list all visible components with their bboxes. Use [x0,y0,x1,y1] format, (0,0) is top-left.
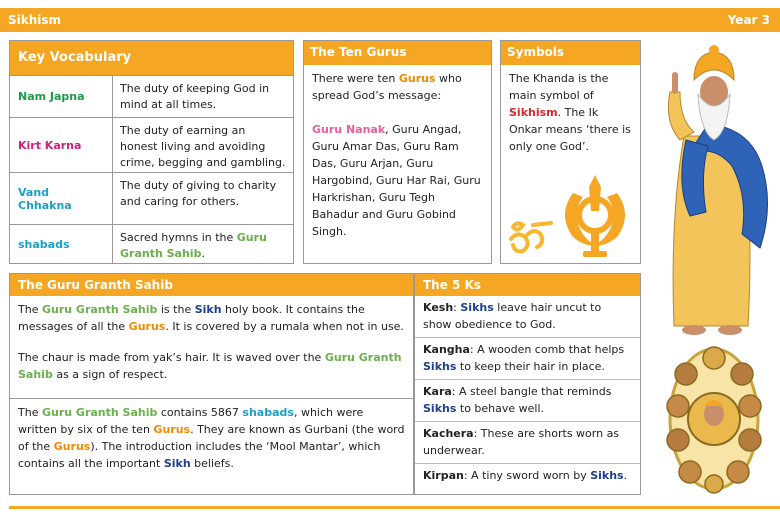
text: contains 5867 [157,406,243,419]
highlight-term: Gurus [128,320,166,333]
granth-paragraph [10,344,413,398]
k-name: Kara [423,385,452,398]
text: : A tiny sword worn by [463,469,591,482]
ten-gurus-portrait-wreath [664,344,764,494]
highlight-term: shabads [242,406,294,419]
five-k-item [415,421,640,463]
text: : A steel bangle that reminds [451,385,612,398]
highlight-term: Sikhs [423,360,457,373]
vocab-row [10,117,293,172]
text: who spread God’s message: [312,72,462,102]
ten-gurus-panel [303,40,492,264]
text: , which were written by six of the ten [18,406,364,436]
guru-granth-sahib-heading: The Guru Granth Sahib [10,274,413,296]
text: . [201,247,205,260]
k-name: Kirpan [423,469,464,482]
highlight-term: Guru Nanak [312,123,386,136]
text: There were ten [312,72,399,85]
text: : A wooden comb that helps [469,343,625,356]
highlight-term: Gurus [398,72,436,85]
ten-gurus-heading: The Ten Gurus [304,41,491,65]
vocab-term: Nam Japna [10,76,113,117]
vocab-term: Kirt Karna [10,118,113,172]
ten-gurus-text [304,65,491,245]
guru-nanak-figure [650,36,778,338]
k-name: Kachera [423,427,474,440]
vocab-definition: The duty of earning an honest living and avoiding crime, begging and gambling. [120,124,286,169]
text: to keep their hair in place. [456,360,605,373]
vocab-term: shabads [10,225,113,264]
text: The chaur is made from yak’s hair. It is waved over the [18,351,325,364]
five-k-item [415,463,640,491]
vocab-definition: The duty of keeping God in mind at all times. [120,82,270,111]
highlight-term: Guru Granth Sahib [41,303,158,316]
page-title: Sikhism [8,13,62,27]
text: Sacred hymns in the [120,231,237,244]
text: to behave well. [456,402,545,415]
vocab-row [10,224,293,264]
text: . It is covered by a rumala when not in use. [165,320,404,333]
highlight-term: Sikhs [460,301,494,314]
text: ). The introduction includes the ‘Mool Mantar’, which contains all the important [18,440,381,470]
ik-onkar-icon [507,217,555,257]
text: : These are shorts worn as underwear. [423,427,620,457]
highlight-term: Sikh [194,303,222,316]
text: : [453,301,461,314]
text: as a sign of respect. [52,368,168,381]
k-name: Kesh [423,301,454,314]
year-label: Year 3 [727,13,770,27]
text: beliefs. [190,457,234,470]
text: The [18,303,42,316]
text: holy book. It contains the messages of all the [18,303,365,333]
symbols-text [501,65,640,160]
text: , Guru Angad, Guru Amar Das, Guru Ram Das, Guru Arjan, Guru Hargobind, Guru Har Rai, Guru Harkrishan, Guru Tegh Bahadur and Guru Gobind Singh. [312,123,481,238]
vocab-term: Vand Chhakna [10,173,113,224]
text: The Khanda is the main symbol of [509,72,609,102]
highlight-term: Guru Granth Sahib [120,231,267,260]
key-vocabulary-panel [9,40,294,264]
highlight-term: Gurus [153,423,191,436]
five-ks-panel [414,273,641,495]
highlight-term: Sikhism [509,106,558,119]
khanda-icon [555,171,635,261]
vocab-definition [113,225,293,264]
text: . The Ik Onkar means ‘there is only one God’. [509,106,631,153]
five-ks-heading: The 5 Ks [415,274,640,296]
highlight-term: Guru Granth Sahib [18,351,402,381]
text: is the [157,303,195,316]
text: . They are known as Gurbani (the word of the [18,423,405,453]
highlight-term: Sikhs [590,469,624,482]
title-bar [0,8,780,32]
granth-paragraph [10,399,413,477]
text: The [18,406,42,419]
highlight-term: Gurus [53,440,91,453]
k-name: Kangha [423,343,470,356]
five-k-item [415,379,640,421]
guru-granth-sahib-panel [9,273,414,495]
vocab-definition: The duty of giving to charity and caring for others. [120,179,277,208]
symbols-heading: Symbols [501,41,640,65]
symbols-panel [500,40,641,264]
text: . [623,469,628,482]
highlight-term: Guru Granth Sahib [41,406,158,419]
vocab-row [10,172,293,224]
text: leave hair uncut to show obedience to God. [423,301,602,331]
granth-paragraph [10,296,413,344]
five-k-item [415,337,640,379]
key-vocabulary-heading: Key Vocabulary [10,41,293,75]
highlight-term: Sikh [163,457,191,470]
vocab-row [10,75,293,117]
five-k-item [415,296,640,337]
highlight-term: Sikhs [423,402,457,415]
bottom-divider [9,506,780,509]
